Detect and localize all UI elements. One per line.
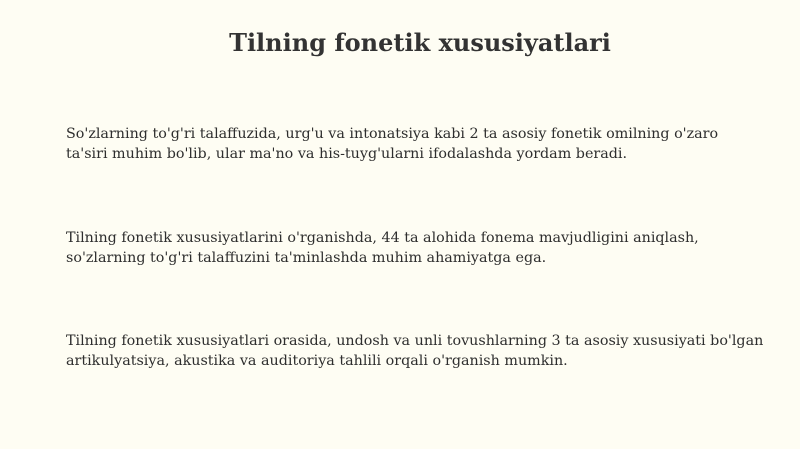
paragraph-3: [66, 331, 766, 371]
paragraph-1-line-2: ta'siri muhim bo'lib, ular ma'no va his-tuyg'ularni ifodalashda yordam beradi.: [66, 146, 628, 162]
paragraph-2: [66, 228, 766, 268]
paragraph-3-line-2: artikulyatsiya, akustika va auditoriya tahlili orqali o'rganish mumkin.: [66, 353, 568, 369]
slide-title: Tilning fonetik xususiyatlari: [229, 28, 611, 57]
paragraph-1-line-1: So'zlarning to'g'ri talaffuzida, urg'u va intonatsiya kabi 2 ta asosiy fonetik omilning o'zaro: [66, 126, 719, 142]
paragraph-2-line-1: Tilning fonetik xususiyatlarini o'rganishda, 44 ta alohida fonema mavjudligini aniqlash,: [66, 230, 699, 246]
paragraph-2-line-2: so'zlarning to'g'ri talaffuzini ta'minlashda muhim ahamiyatga ega.: [66, 250, 547, 266]
paragraph-3-line-1: Tilning fonetik xususiyatlari orasida, undosh va unli tovushlarning 3 ta asosiy xususiyati bo'lgan: [66, 333, 764, 349]
paragraph-1: [66, 124, 766, 164]
